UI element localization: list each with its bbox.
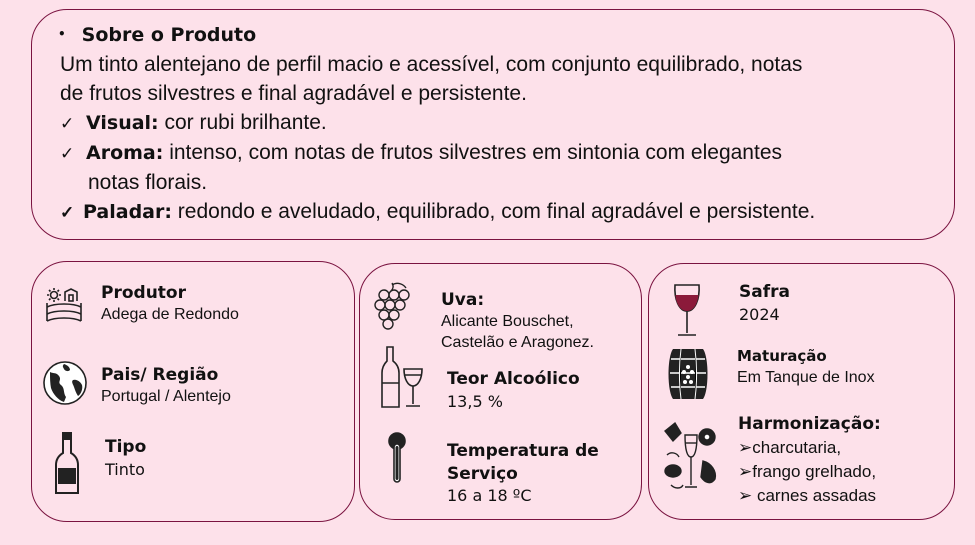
aroma-label: Aroma: (86, 142, 164, 164)
wine-glass-icon (671, 283, 703, 339)
pairing-item-text: charcutaria, (752, 438, 842, 457)
producer-label: Produtor (101, 283, 186, 303)
pairing-label: Harmonização: (738, 414, 881, 434)
wine-bottle-icon (54, 431, 80, 497)
about-body (60, 50, 940, 227)
paladar-line (60, 197, 940, 227)
vintage-value: 2024 (739, 305, 780, 324)
pairing-item-3 (738, 486, 876, 506)
visual-label: Visual: (86, 112, 159, 134)
farm-icon (45, 287, 83, 323)
globe-icon (42, 360, 88, 406)
bullet-icon: • (58, 27, 66, 41)
about-description-line-1: Um tinto alentejano de perfil macio e acessível, com conjunto equilibrado, notas (60, 53, 803, 76)
producer-value: Adega de Redondo (101, 306, 239, 323)
arrow-icon: ➢ (738, 486, 753, 505)
check-icon: ✓ (60, 144, 75, 163)
arrow-icon: ➢ (738, 438, 753, 457)
check-icon: ✓ (60, 114, 75, 133)
grapes-icon (372, 281, 414, 331)
arrow-icon: ➢ (738, 462, 753, 481)
check-icon: ✓ (60, 203, 75, 222)
pairing-item-2 (738, 462, 876, 482)
bottle-and-glass-icon (380, 345, 426, 409)
about-heading-text: Sobre o Produto (81, 24, 257, 46)
region-label: Pais/ Região (101, 365, 219, 385)
paladar-text: redondo e aveludado, equilibrado, com final agradável e persistente. (171, 200, 816, 223)
pairing-item-1 (738, 438, 841, 458)
aroma-line (60, 138, 940, 168)
aroma-text: intenso, com notas de frutos silvestres em sintonia com elegantes (163, 141, 782, 164)
type-label: Tipo (105, 437, 147, 457)
maturation-label: Maturação (737, 347, 827, 365)
pairing-item-text: frango grelhado, (752, 462, 877, 481)
aroma-text-line-2: notas florais. (88, 171, 208, 194)
grape-value-line-2: Castelão e Aragonez. (441, 334, 594, 351)
temperature-value: 16 a 18 ºC (447, 486, 532, 505)
grape-label: Uva: (441, 290, 485, 310)
visual-text: cor rubi brilhante. (158, 111, 327, 134)
visual-line (60, 108, 940, 138)
about-description-line-2: de frutos silvestres e final agradável e persistente. (60, 82, 527, 105)
temperature-label-line-2: Serviço (447, 464, 518, 484)
paladar-label: Paladar: (83, 201, 172, 223)
temperature-label-line-1: Temperatura de (447, 441, 599, 461)
pairing-item-text: carnes assadas (752, 486, 877, 505)
region-value: Portugal / Alentejo (101, 388, 231, 405)
about-heading (58, 24, 256, 46)
maturation-value: Em Tanque de Inox (737, 369, 875, 386)
alcohol-value: 13,5 % (447, 392, 503, 411)
barrel-icon (667, 347, 709, 401)
type-value: Tinto (105, 460, 145, 479)
grape-value-line-1: Alicante Bouschet, (441, 313, 574, 330)
food-pairing-icon (663, 421, 723, 499)
vintage-label: Safra (739, 282, 790, 302)
thermometer-icon (386, 430, 408, 488)
alcohol-label: Teor Alcoólico (447, 369, 580, 389)
